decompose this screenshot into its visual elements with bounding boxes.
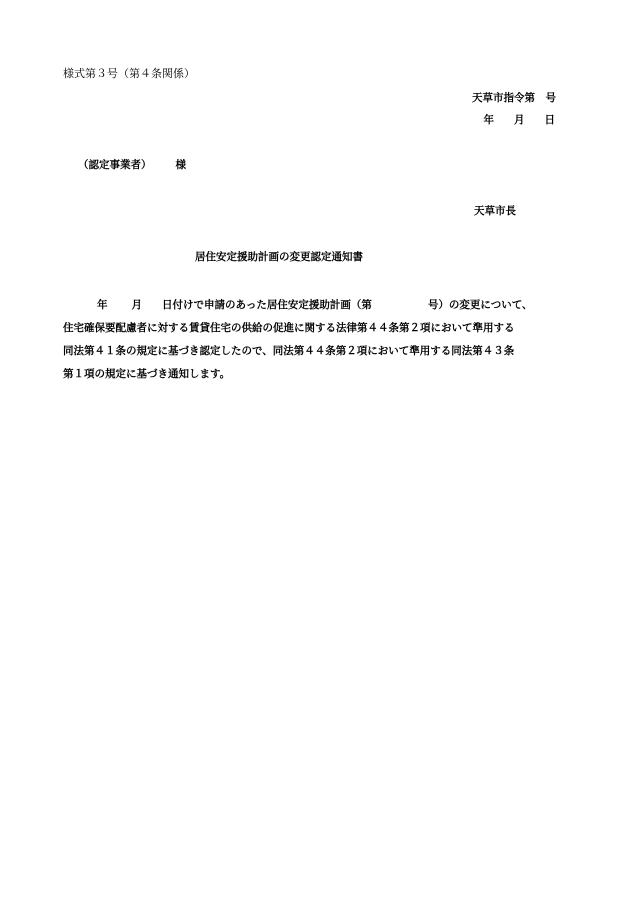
document-number: 天草市指令第 号 [472, 92, 556, 104]
document-title: 居住安定援助計画の変更認定通知書 [195, 251, 363, 263]
addressee-honorific: 様 [175, 159, 186, 171]
body-line-1 [63, 294, 579, 317]
date-year: 年 [483, 114, 494, 126]
body-line-1-b: 号）の変更について、 [427, 299, 533, 311]
date-month: 月 [514, 114, 525, 126]
form-id: 様式第３号（第４条関係） [63, 67, 195, 80]
sender: 天草市長 [474, 205, 516, 217]
body-month: 月 [131, 299, 142, 311]
body-line-3: 同法第４１条の規定に基づき認定したので、同法第４４条第２項において準用する同法第４３条 [63, 345, 515, 357]
date-day: 日 [544, 114, 555, 126]
body-year: 年 [97, 299, 108, 311]
body-line-4: 第１項の規定に基づき通知します。 [63, 368, 231, 380]
body-line-2: 住宅確保要配慮者に対する賃貸住宅の供給の促進に関する法律第４４条第２項において準用する [63, 322, 515, 334]
addressee-name: （認定事業者） [78, 159, 152, 171]
body-line-1-a: 日付けで申請のあった居住安定援助計画（第 [162, 299, 372, 311]
addressee [78, 158, 186, 173]
body-text [63, 294, 579, 386]
document-date [484, 113, 556, 128]
